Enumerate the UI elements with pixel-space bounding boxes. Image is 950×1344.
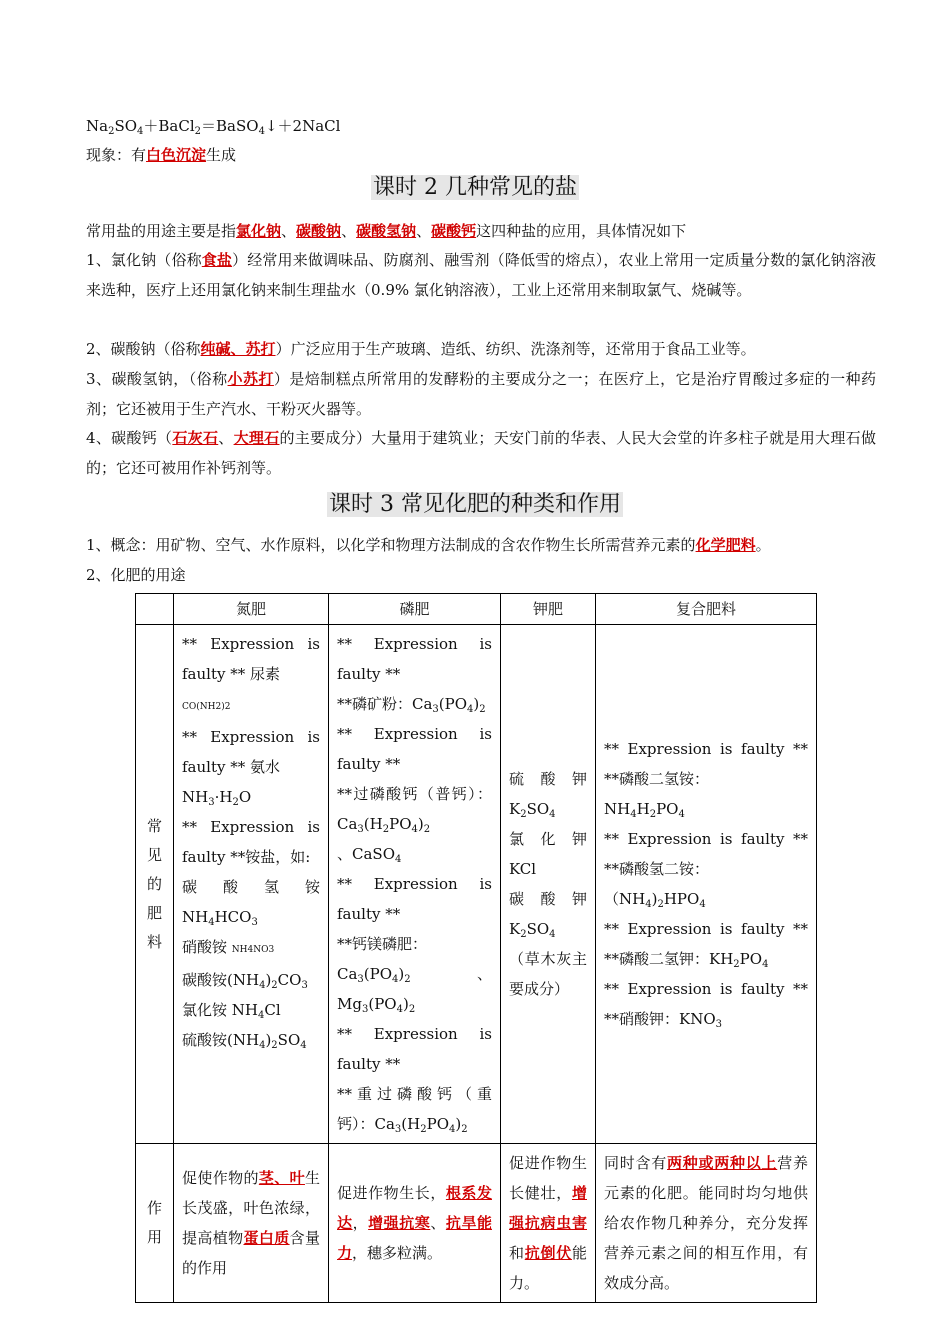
fertilizer-concept: 1、概念：用矿物、空气、水作原料，以化学和物理方法制成的含农作物生长所需营养元素的化学肥料。: [86, 536, 771, 554]
table-header-row: [136, 594, 817, 625]
table-header-cell: 氮肥: [174, 594, 329, 625]
lesson2-title: 课时 2 几种常见的盐: [373, 175, 577, 200]
fertilizer-table: [135, 593, 817, 1303]
compound-effect-cell: 同时含有两种或两种以上营养元素的化肥。能同时均匀地供给农作物几种养分，充分发挥营养元素之间的相互作用，有效成分高。: [596, 1144, 817, 1303]
compound-examples-cell: ** Expression is faulty ** **磷酸二氢铵： $NH_4H_2PO_4$ ** Expression is faulty ** **磷酸氢二铵： $(NH_4)_2HPO_4$ ** Expression is faulty ** **磷酸二氢钾：$KH_2PO_4$ ** Expression is faulty ** **硝酸钾：$KNO_3$: [596, 625, 817, 1144]
reaction-phenomenon: 现象：有白色沉淀生成: [86, 146, 237, 164]
row-label-common: 常见的肥料: [136, 625, 174, 1144]
lesson2-intro: 常用盐的用途主要是指氯化钠、碳酸钠、碳酸氢钠、碳酸钙这四种盐的应用，具体情况如下: [86, 222, 687, 240]
lesson3-title: 课时 3 常见化肥的种类和作用: [329, 492, 621, 517]
table-row-effects: [136, 1144, 817, 1303]
sodium-bicarbonate-paragraph: 3、碳酸氢钠，（俗称小苏打）是焙制糕点所常用的发酵粉的主要成分之一；在医疗上，它是治疗胃酸过多症的一种药剂；它还被用于生产汽水、干粉灭火器等。: [86, 370, 876, 418]
table-header-cell: 磷肥: [329, 594, 501, 625]
phosphorus-effect-cell: 促进作物生长，根系发达，增强抗寒、抗旱能力，穗多粒满。: [329, 1144, 501, 1303]
sodium-chloride-paragraph: 1、氯化钠（俗称食盐）经常用来做调味品、防腐剂、融雪剂（降低雪的熔点），农业上常用一定质量分数的氯化钠溶液来选种，医疗上还用氯化钠来制生理盐水（0.9% 氯化钠溶液），工业上还常用来制取氯气、烧碱等。: [86, 251, 876, 299]
calcium-carbonate-paragraph: 4、碳酸钙（石灰石、大理石的主要成分）大量用于建筑业；天安门前的华表、人民大会堂的许多柱子就是用大理石做的；它还可被用作补钙剂等。: [86, 429, 876, 477]
phosphorus-examples-cell: ** Expression is faulty ** **磷矿粉：$Ca_3(PO_4)_2$ ** Expression is faulty ** **过磷酸钙（普钙）：$Ca_3(H_2PO_4)_2$ 、CaSO$_4$ ** Expression is faulty ** **钙镁磷肥： $Ca_3(PO_4)_2$、$Mg_3(PO_4)_2$ ** Expression is faulty ** **重过磷酸钙（重钙）：$Ca_3(H_2PO_4)_2$: [329, 625, 501, 1144]
potassium-effect-cell: 促进作物生长健壮，增强抗病虫害和抗倒伏能力。: [501, 1144, 596, 1303]
nitrogen-examples-cell: ** Expression is faulty ** 尿素 CO(NH2)2 ** Expression is faulty ** 氨水 $NH_3\cdot H_2O$ ** Expression is faulty **铵盐，如: 碳酸氢铵 $NH_4HCO_3$ 硝酸铵 NH4NO3 碳酸铵$(NH_4)_2CO_3$ 氯化铵 $NH_4Cl$ 硫酸铵$(NH_4)_2SO_4$: [174, 625, 329, 1144]
table-row-common-fertilizers: [136, 625, 817, 1144]
nitrogen-effect-cell: 促使作物的茎、叶生长茂盛，叶色浓绿，提高植物蛋白质含量的作用: [174, 1144, 329, 1303]
table-header-cell: [136, 594, 174, 625]
fertilizer-uses-label: 2、化肥的用途: [86, 566, 186, 584]
sodium-carbonate-paragraph: 2、碳酸钠（俗称纯碱、苏打）广泛应用于生产玻璃、造纸、纺织、洗涤剂等，还常用于食品工业等。: [86, 340, 756, 358]
table-header-cell: 复合肥料: [596, 594, 817, 625]
potassium-examples-cell: 硫酸钾 $K_2SO_4$ 氯化钾 KCl 碳酸钾 $K_2SO_4$ （草木灰主要成分）: [501, 625, 596, 1144]
table-header-cell: 钾肥: [501, 594, 596, 625]
row-label-effects: 作用: [136, 1144, 174, 1303]
reaction-equation: $Na_2SO_4+BaCl_2=BaSO_4↓+2NaCl$: [86, 117, 341, 137]
